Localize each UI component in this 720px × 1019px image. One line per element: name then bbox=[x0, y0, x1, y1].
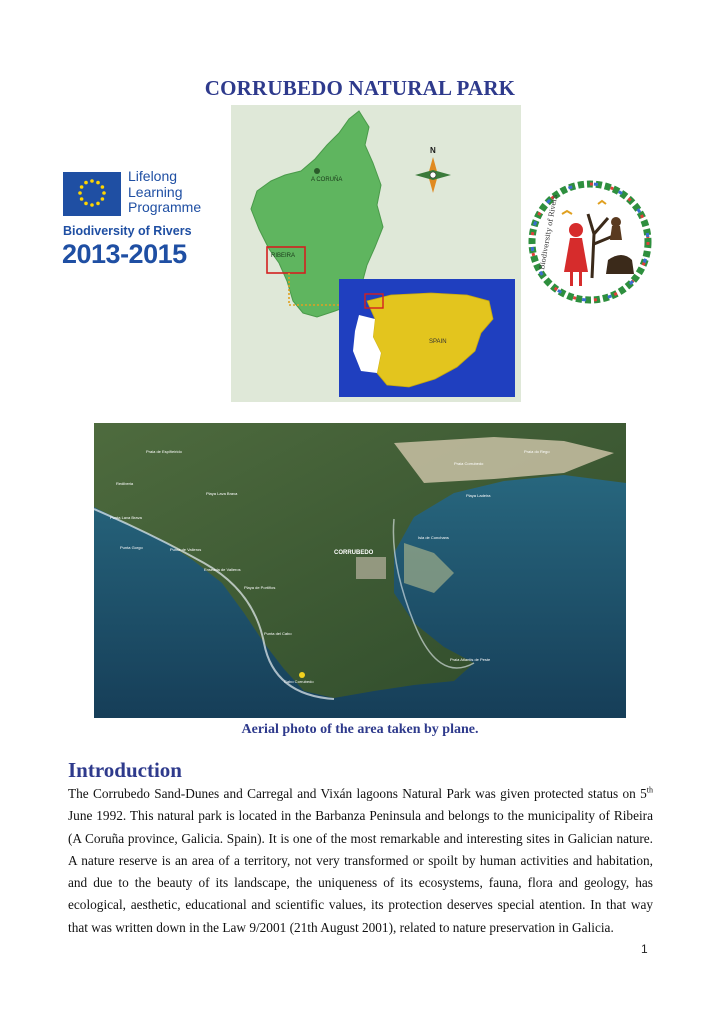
lifelong-learning-logo bbox=[62, 166, 210, 270]
aerial-label-1: Rediberia bbox=[116, 481, 134, 486]
project-name: Biodiversity of Rivers bbox=[63, 224, 192, 238]
aerial-label-3: Punta Lava Brava bbox=[110, 515, 142, 520]
bio-logo-text: Biodiversity of Rivers bbox=[538, 193, 560, 271]
intro-text-pre: The Corrubedo Sand-Dunes and Carregal and Vixán lagoons Natural Park was given protected status on 5 bbox=[68, 786, 647, 801]
llp-line-3: Programme bbox=[128, 199, 202, 215]
aerial-label-5: Punta de Valieros bbox=[170, 547, 202, 552]
eu-flag-icon bbox=[63, 172, 121, 216]
compass-north-label: N bbox=[430, 146, 436, 155]
intro-superscript: th bbox=[646, 785, 653, 795]
introduction-paragraph bbox=[68, 783, 653, 939]
aerial-label-12: Praia do Rego bbox=[524, 449, 550, 454]
aerial-label-10: Praia Corrubedo bbox=[454, 461, 484, 466]
aerial-label-13: Isla de Conchans bbox=[418, 535, 449, 540]
aerial-label-11: Playa Ladeira bbox=[466, 493, 491, 498]
map-label-spain: SPAIN bbox=[429, 339, 447, 345]
llp-line-2: Learning bbox=[128, 183, 183, 200]
aerial-label-9: Cabo Corrubedo bbox=[284, 679, 314, 684]
llp-line-1: Lifelong bbox=[128, 168, 178, 184]
aerial-label-0: Praia de Espiñeirido bbox=[146, 449, 182, 454]
aerial-label-4: Punta Gorgo bbox=[120, 545, 143, 550]
page-title: CORRUBEDO NATURAL PARK bbox=[204, 76, 516, 100]
aerial-label-8: Punta del Cabo bbox=[264, 631, 292, 636]
aerial-label-14: Praia Atlantis de Peste bbox=[450, 657, 491, 662]
location-map bbox=[231, 105, 521, 402]
aerial-label-2: Playa Lava Brava bbox=[206, 491, 238, 496]
map-label-ribeira: RIBEIRA bbox=[271, 253, 296, 259]
aerial-photo bbox=[94, 423, 626, 718]
aerial-town-label: CORRUBEDO bbox=[334, 550, 374, 556]
page-number: 1 bbox=[641, 942, 648, 956]
project-years: 2013-2015 bbox=[62, 239, 187, 269]
aerial-photo-caption: Aerial photo of the area taken by plane. bbox=[241, 722, 479, 737]
aerial-label-7: Playa de Portiños bbox=[244, 585, 276, 590]
introduction-heading: Introduction bbox=[68, 758, 182, 782]
biodiversity-circle-logo bbox=[522, 174, 658, 310]
map-label-coruna: A CORUÑA bbox=[311, 177, 343, 183]
aerial-label-6: Enseada de Valieros bbox=[204, 567, 241, 572]
intro-text-post: June 1992. This natural park is located in the Barbanza Peninsula and belongs to the municipality of Ribeira (A Coruña province, Galicia. Spain). It is one of the most remarkable and interesting sites in Galician nature. A nature reserve is an area of a territory, not very transformed or spoilt by human activities and habitation, and due to the beauty of its landscape, the uniqueness of its ecosystems, fauna, flora and geology, has ecological, aesthetic, educational and scientific values, its protection deserves special atention. In that way that was written down in the Law 9/2001 (21th August 2001), related to nature preservation in Galicia. bbox=[68, 808, 653, 935]
